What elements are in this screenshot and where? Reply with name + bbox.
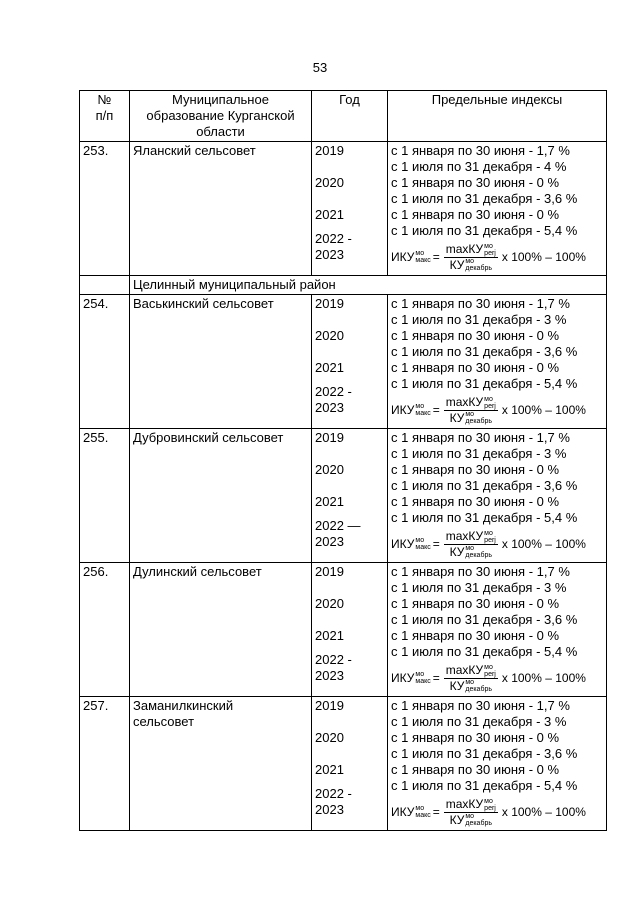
municipality-name: Яланский сельсовет — [130, 142, 312, 276]
index-line: с 1 января по 30 июня - 0 % — [391, 462, 560, 477]
table-row — [80, 142, 607, 276]
row-number: 256. — [80, 563, 130, 697]
index-formula: ИКУ мо макс = maxКУ мо perj КУ мо декабрь x 100% – 100% — [391, 796, 586, 828]
year-cell: 2019 2020 2021 2022 - 2023 — [312, 295, 388, 429]
index-formula: ИКУ мо макс = maxКУ мо perj КУ мо декабрь x 100% – 100% — [391, 241, 586, 273]
index-line: с 1 января по 30 июня - 1,7 % — [391, 143, 570, 158]
municipality-name: Дубровинский сельсовет — [130, 429, 312, 563]
index-line: с 1 января по 30 июня - 1,7 % — [391, 296, 570, 311]
index-line: с 1 января по 30 июня - 1,7 % — [391, 698, 570, 713]
table-row — [80, 563, 607, 697]
index-line: с 1 июля по 31 декабря - 3 % — [391, 714, 567, 729]
index-formula: ИКУ мо макс = maxКУ мо perj КУ мо декабрь x 100% – 100% — [391, 394, 586, 426]
index-line: с 1 января по 30 июня - 0 % — [391, 175, 560, 190]
indices-cell — [388, 563, 607, 697]
index-line: с 1 января по 30 июня - 0 % — [391, 762, 560, 777]
header-num: № п/п — [80, 91, 130, 142]
index-line: с 1 июля по 31 декабря - 4 % — [391, 159, 567, 174]
year-cell: 2019 2020 2021 2022 - 2023 — [312, 142, 388, 276]
row-number: 257. — [80, 697, 130, 831]
index-line: с 1 июля по 31 декабря - 3,6 % — [391, 478, 578, 493]
index-formula: ИКУ мо макс = maxКУ мо perj КУ мо декабрь x 100% – 100% — [391, 528, 586, 560]
row-number: 253. — [80, 142, 130, 276]
table-row — [80, 429, 607, 563]
index-line: с 1 июля по 31 декабря - 3,6 % — [391, 612, 578, 627]
index-line: с 1 июля по 31 декабря - 5,4 % — [391, 376, 578, 391]
header-year: Год — [312, 91, 388, 142]
index-line: с 1 июля по 31 декабря - 3,6 % — [391, 191, 578, 206]
table-header-row — [80, 91, 607, 142]
district-row — [80, 276, 607, 295]
index-line: с 1 января по 30 июня - 0 % — [391, 730, 560, 745]
formula-fraction: maxКУ мо perj КУ мо декабрь — [445, 241, 496, 273]
municipality-name: Заманилкинский сельсовет — [130, 697, 312, 831]
municipality-name: Дулинский сельсовет — [130, 563, 312, 697]
index-line: с 1 июля по 31 декабря - 3,6 % — [391, 746, 578, 761]
formula-fraction: maxКУ мо perj КУ мо декабрь — [445, 796, 496, 828]
index-line: с 1 января по 30 июня - 0 % — [391, 328, 560, 343]
index-line: с 1 января по 30 июня - 0 % — [391, 360, 560, 375]
index-line: с 1 января по 30 июня - 1,7 % — [391, 430, 570, 445]
index-line: с 1 июля по 31 декабря - 3 % — [391, 312, 567, 327]
index-line: с 1 января по 30 июня - 0 % — [391, 494, 560, 509]
year-cell: 2019 2020 2021 2022 - 2023 — [312, 563, 388, 697]
district-name: Целинный муниципальный район — [133, 277, 336, 292]
indices-cell — [388, 142, 607, 276]
index-line: с 1 июля по 31 декабря - 5,4 % — [391, 644, 578, 659]
indices-table — [79, 90, 607, 831]
indices-cell — [388, 429, 607, 563]
index-line: с 1 января по 30 июня - 0 % — [391, 207, 560, 222]
page-number: 53 — [312, 60, 328, 75]
indices-cell — [388, 295, 607, 429]
index-line: с 1 июля по 31 декабря - 5,4 % — [391, 778, 578, 793]
index-line: с 1 июля по 31 декабря - 5,4 % — [391, 510, 578, 525]
index-line: с 1 июля по 31 декабря - 5,4 % — [391, 223, 578, 238]
index-line: с 1 июля по 31 декабря - 3,6 % — [391, 344, 578, 359]
index-formula: ИКУ мо макс = maxКУ мо perj КУ мо декабрь x 100% – 100% — [391, 662, 586, 694]
indices-cell — [388, 697, 607, 831]
header-municipality: Муниципальное образование Курганской области — [130, 91, 312, 142]
year-cell: 2019 2020 2021 2022 — 2023 — [312, 429, 388, 563]
table-row — [80, 697, 607, 831]
formula-fraction: maxКУ мо perj КУ мо декабрь — [445, 662, 496, 694]
table-row — [80, 295, 607, 429]
index-line: с 1 июля по 31 декабря - 3 % — [391, 580, 567, 595]
index-line: с 1 января по 30 июня - 1,7 % — [391, 564, 570, 579]
year-cell: 2019 2020 2021 2022 - 2023 — [312, 697, 388, 831]
formula-fraction: maxКУ мо perj КУ мо декабрь — [445, 394, 496, 426]
index-line: с 1 января по 30 июня - 0 % — [391, 628, 560, 643]
formula-fraction: maxКУ мо perj КУ мо декабрь — [445, 528, 496, 560]
row-number: 255. — [80, 429, 130, 563]
index-line: с 1 января по 30 июня - 0 % — [391, 596, 560, 611]
index-line: с 1 июля по 31 декабря - 3 % — [391, 446, 567, 461]
municipality-name: Васькинский сельсовет — [130, 295, 312, 429]
header-indices: Предельные индексы — [388, 91, 607, 142]
row-number: 254. — [80, 295, 130, 429]
